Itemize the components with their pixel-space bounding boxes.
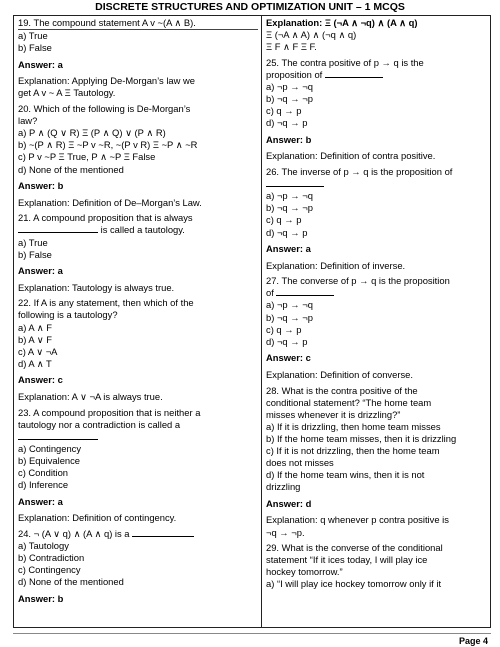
explanation-line: Explanation: Definition of contingency. bbox=[18, 512, 177, 524]
answer-blank bbox=[18, 431, 98, 440]
option-line: b) ~(P ∧ R) Ξ ~P v ~R, ~(P v R) Ξ ~P ∧ ~R bbox=[18, 139, 198, 151]
option-line: b) False bbox=[18, 248, 52, 260]
question-line: tautology nor a contradiction is called a bbox=[18, 418, 181, 430]
option-line: a) True bbox=[18, 236, 48, 248]
option-line: c) Condition bbox=[18, 467, 69, 479]
option-line: does not misses bbox=[266, 457, 334, 469]
left-column bbox=[18, 17, 258, 605]
question-line-with-blank bbox=[266, 287, 488, 299]
explanation-line: Explanation: Definition of De–Morgan’s Law. bbox=[18, 196, 202, 208]
option-line: a) “I will play ice hockey tomorrow only if it bbox=[266, 578, 442, 590]
option-line: a) ¬p → ¬q bbox=[266, 299, 313, 311]
option-line: d) A ∧ T bbox=[18, 357, 52, 369]
explanation-line: Explanation: Ξ (¬A ∧ ¬q) ∧ (A ∧ q) bbox=[266, 17, 418, 28]
explanation-line: Explanation: q whenever p contra positive is bbox=[266, 514, 449, 526]
question-line: following is a tautology? bbox=[18, 309, 118, 321]
option-line: b) ¬q → ¬p bbox=[266, 93, 313, 105]
option-line: c) q → p bbox=[266, 323, 302, 335]
explanation-line: Explanation: Tautology is always true. bbox=[18, 281, 175, 293]
explanation-line: Explanation: Definition of contra positive. bbox=[266, 150, 436, 162]
option-line: b) If the home team misses, then it is drizzling bbox=[266, 432, 457, 444]
option-line: a) Tautology bbox=[18, 540, 69, 552]
question-text: proposition of bbox=[266, 68, 325, 80]
option-line: d) None of the mentioned bbox=[18, 163, 124, 175]
option-line: a) If it is drizzling, then home team misses bbox=[266, 420, 441, 432]
explanation-line: Explanation: Definition of converse. bbox=[266, 368, 413, 380]
option-line: b) Equivalence bbox=[18, 455, 81, 466]
question-line: 20. Which of the following is De-Morgan’s bbox=[18, 103, 191, 115]
explanation-line: get A v ~ A Ξ Tautology. bbox=[18, 87, 116, 99]
question-line-with-blank bbox=[266, 69, 488, 81]
question-line-blank bbox=[18, 431, 258, 443]
explanation-line: Ξ (¬A ∧ A) ∧ (¬q ∧ q) bbox=[266, 29, 357, 41]
option-line: c) q → p bbox=[266, 105, 302, 117]
option-line: b) Contradiction bbox=[18, 552, 85, 564]
mcq-table bbox=[13, 15, 491, 628]
question-line: conditional statement? “The home team bbox=[266, 396, 432, 408]
answer-line: Answer: a bbox=[18, 495, 63, 507]
question-line: law? bbox=[18, 115, 38, 127]
option-line: b) ¬q → ¬p bbox=[266, 202, 313, 214]
option-line: b) False bbox=[18, 42, 52, 54]
answer-blank bbox=[325, 69, 383, 78]
answer-blank bbox=[132, 528, 194, 537]
question-line: 21. A compound proposition that is always bbox=[18, 212, 193, 224]
question-line: 26. The inverse of p → q is the proposition of bbox=[266, 166, 453, 178]
answer-line: Answer: b bbox=[18, 592, 64, 604]
question-line: 19. The compound statement A v ~(A ∧ B). bbox=[18, 17, 258, 30]
option-line: d) ¬q → p bbox=[266, 117, 308, 129]
option-line: a) Contingency bbox=[18, 442, 82, 454]
explanation-line: Explanation: Definition of inverse. bbox=[266, 259, 406, 271]
option-line: d) Inference bbox=[18, 479, 69, 491]
question-line: statement “If it ices today, I will play ice bbox=[266, 554, 428, 566]
option-line: d) If the home team wins, then it is not bbox=[266, 469, 425, 481]
explanation-line: Ξ F ∧ F Ξ F. bbox=[266, 41, 317, 53]
answer-blank bbox=[276, 287, 334, 296]
option-line: b) ¬q → ¬p bbox=[266, 311, 313, 323]
document-title: DISCRETE STRUCTURES AND OPTIMIZATION UNIT – 1 MCQS bbox=[95, 1, 405, 13]
option-line: c) A ∨ ¬A bbox=[18, 345, 58, 357]
option-line: c) Contingency bbox=[18, 564, 81, 576]
answer-blank bbox=[18, 224, 98, 233]
question-text: is called a tautology. bbox=[98, 224, 185, 236]
option-line: drizzling bbox=[266, 481, 301, 493]
option-line: c) q → p bbox=[266, 214, 302, 226]
question-line: 25. The contra positive of p → q is the bbox=[266, 56, 424, 68]
question-line: 23. A compound proposition that is neither a bbox=[18, 406, 201, 418]
question-line: misses whenever it is drizzling?” bbox=[266, 408, 401, 420]
question-line: 29. What is the converse of the conditional bbox=[266, 542, 443, 554]
question-line: 27. The converse of p → q is the proposition bbox=[266, 275, 450, 287]
question-text: of bbox=[266, 287, 277, 299]
option-line: a) A ∧ F bbox=[18, 321, 52, 333]
option-line: b) A ∨ F bbox=[18, 333, 52, 345]
page-number: Page 4 bbox=[458, 636, 488, 646]
option-line: c) P v ~P Ξ True, P ∧ ~P Ξ False bbox=[18, 151, 156, 163]
answer-line: Answer: a bbox=[18, 265, 63, 277]
option-line: d) ¬q → p bbox=[266, 335, 308, 347]
question-line: 28. What is the contra positive of the bbox=[266, 384, 418, 396]
answer-line: Answer: a bbox=[266, 243, 311, 255]
answer-line: Answer: c bbox=[18, 374, 63, 386]
option-line: a) ¬p → ¬q bbox=[266, 80, 313, 92]
answer-line: Answer: d bbox=[266, 497, 312, 509]
question-line-with-blank bbox=[18, 224, 258, 236]
question-line: 22. If A is any statement, then which of the bbox=[18, 297, 194, 309]
right-column bbox=[266, 17, 488, 591]
answer-line: Answer: c bbox=[266, 352, 311, 364]
explanation-line: Explanation: Applying De-Morgan’s law we bbox=[18, 75, 196, 87]
option-line: a) ¬p → ¬q bbox=[266, 190, 313, 202]
question-line-blank bbox=[266, 178, 488, 190]
explanation-line: Explanation: A ∨ ¬A is always true. bbox=[18, 391, 163, 403]
option-line: d) None of the mentioned bbox=[18, 576, 124, 588]
column-divider bbox=[261, 16, 262, 627]
question-line: hockey tomorrow.” bbox=[266, 566, 343, 578]
footer-rule bbox=[13, 633, 491, 634]
answer-line: Answer: b bbox=[266, 133, 312, 145]
question-line-with-blank bbox=[18, 528, 258, 540]
option-line: a) True bbox=[18, 30, 48, 42]
option-line: c) If it is not drizzling, then the home team bbox=[266, 445, 440, 456]
answer-line: Answer: a bbox=[18, 58, 63, 70]
answer-blank bbox=[266, 178, 324, 187]
explanation-line: ¬q → ¬p. bbox=[266, 526, 305, 538]
answer-line: Answer: b bbox=[18, 180, 64, 192]
option-line: d) ¬q → p bbox=[266, 226, 308, 238]
question-text: 24. ¬ (A ∨ q) ∧ (A ∧ q) is a bbox=[18, 527, 133, 539]
option-line: a) P ∧ (Q ∨ R) Ξ (P ∧ Q) ∨ (P ∧ R) bbox=[18, 127, 166, 139]
